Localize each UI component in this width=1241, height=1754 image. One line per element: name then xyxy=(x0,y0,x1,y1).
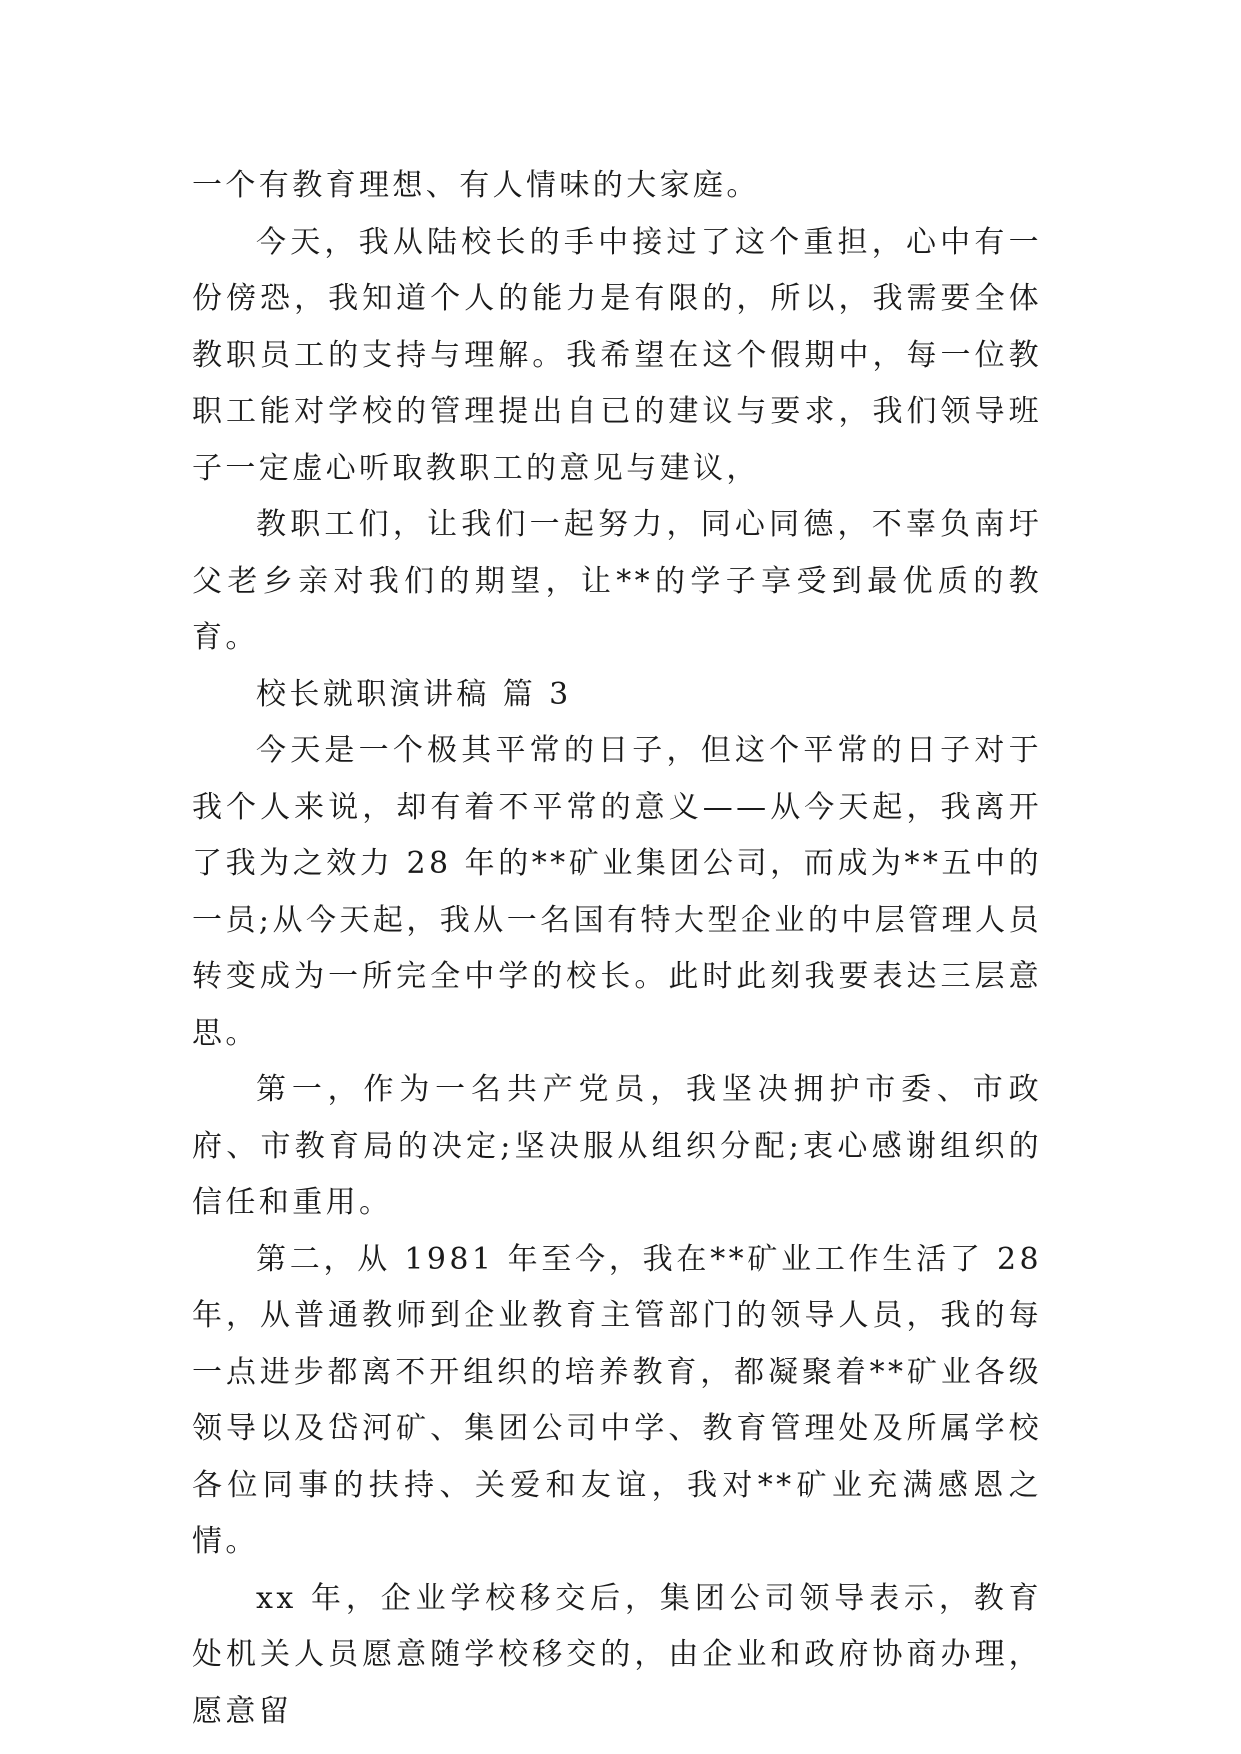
paragraph-taking-over: 今天，我从陆校长的手中接过了这个重担，心中有一份傍恐，我知道个人的能力是有限的，所以，我需要全体教职员工的支持与理解。我希望在这个假期中，每一位教职工能对学校的管理提出自已的建议与要求，我们领导班子一定虚心听取教职工的意见与建议， xyxy=(192,224,1042,486)
document-body xyxy=(192,158,1042,1740)
paragraph-intro: 今天是一个极其平常的日子，但这个平常的日子对于我个人来说，却有着不平常的意义——从今天起，我离开了我为之效力 28 年的**矿业集团公司，而成为**五中的一员;从今天起，我从一名国有特大型企业的中层管理人员转变成为一所完全中学的校长。此时此刻我要表达三层意思。 xyxy=(192,733,1042,1051)
section-heading: 校长就职演讲稿 篇 3 xyxy=(256,676,572,712)
paragraph-second-point: 第二，从 1981 年至今，我在**矿业工作生活了 28 年，从普通教师到企业教育主管部门的领导人员，我的每一点进步都离不开组织的培养教育，都凝聚着**矿业各级领导以及岱河矿、集团公司中学、教育管理处及所属学校各位同事的扶持、关爱和友谊，我对**矿业充满感恩之情。 xyxy=(192,1241,1042,1559)
paragraph-school-transfer: xx 年，企业学校移交后，集团公司领导表示，教育处机关人员愿意随学校移交的，由企业和政府协商办理，愿意留 xyxy=(192,1580,1042,1729)
paragraph-continuation: 一个有教育理想、有人情味的大家庭。 xyxy=(192,168,760,203)
paragraph-call-to-staff: 教职工们，让我们一起努力，同心同德，不辜负南圩父老乡亲对我们的期望，让**的学子享受到最优质的教育。 xyxy=(192,507,1042,655)
paragraph-first-point: 第一，作为一名共产党员，我坚决拥护市委、市政府、市教育局的决定;坚决服从组织分配;衷心感谢组织的信任和重用。 xyxy=(192,1072,1042,1220)
